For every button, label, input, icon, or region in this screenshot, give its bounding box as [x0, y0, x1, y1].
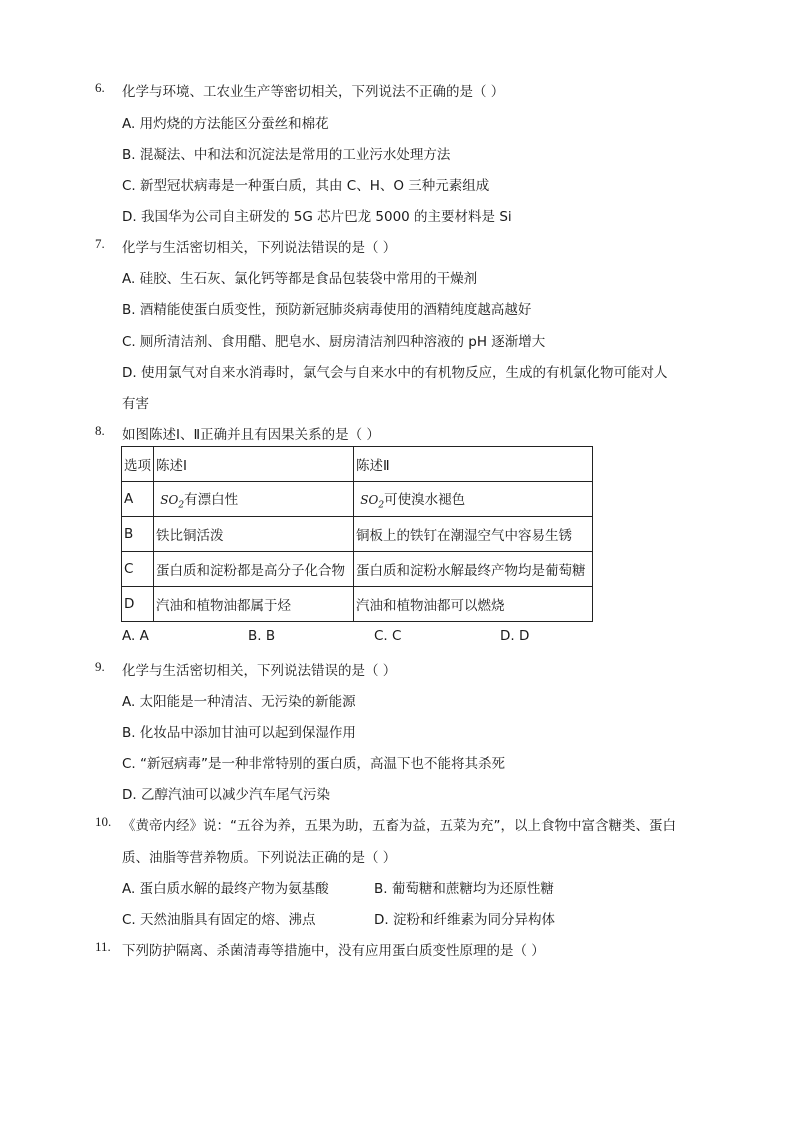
- option-c: C. 天然油脂具有固定的熔、沸点: [122, 912, 316, 928]
- question-number: 9.: [95, 659, 105, 674]
- question-number: 11.: [95, 939, 111, 954]
- question-stem: 化学与环境、工农业生产等密切相关，下列说法不正确的是（ ）: [122, 84, 505, 100]
- option-b: B. 酒精能使蛋白质变性，预防新冠肺炎病毒使用的酒精纯度越高越好: [122, 302, 532, 318]
- statement-1: $SO_2$有漂白性: [154, 482, 354, 517]
- option-b: B. 化妆品中添加甘油可以起到保湿作用: [122, 725, 356, 741]
- question-stem: 如图陈述Ⅰ、Ⅱ正确并且有因果关系的是（ ）: [122, 427, 380, 443]
- question-number: 10.: [95, 814, 112, 829]
- option-c: C. “新冠病毒”是一种非常特别的蛋白质，高温下也不能将其杀死: [122, 756, 505, 772]
- option-d-continued: 有害: [122, 396, 149, 412]
- question-stem: 化学与生活密切相关，下列说法错误的是（ ）: [122, 240, 397, 256]
- choice-d: D. D: [500, 628, 530, 644]
- option-a: A. 硅胶、生石灰、氯化钙等都是食品包装袋中常用的干燥剂: [122, 271, 478, 287]
- choice-b: B. B: [248, 628, 276, 644]
- statement-2: 汽油和植物油都可以燃烧: [354, 587, 593, 622]
- option-b: B. 葡萄糖和蔗糖均为还原性糖: [374, 881, 554, 897]
- table-row: [122, 552, 593, 587]
- option-d: D. 使用氯气对自来水消毒时，氯气会与自来水中的有机物反应，生成的有机氯化物可能对人: [122, 365, 668, 381]
- question-stem-continued: 质、油脂等营养物质。下列说法正确的是（ ）: [122, 850, 397, 866]
- option-d: D. 我国华为公司自主研发的 5G 芯片巴龙 5000 的主要材料是 Si: [122, 209, 512, 225]
- row-key: C: [122, 552, 154, 587]
- option-a: A. 太阳能是一种清洁、无污染的新能源: [122, 694, 356, 710]
- question-number: 6.: [95, 80, 105, 95]
- choice-c: C. C: [374, 628, 402, 644]
- option-d: D. 乙醇汽油可以减少汽车尾气污染: [122, 787, 330, 803]
- statement-table: [121, 446, 593, 622]
- option-d: D. 淀粉和纤维素为同分异构体: [374, 912, 555, 928]
- option-b: B. 混凝法、中和法和沉淀法是常用的工业污水处理方法: [122, 147, 451, 163]
- row-key: D: [122, 587, 154, 622]
- question-stem: 《黄帝内经》说：“五谷为养，五果为助，五畜为益，五菜为充”，以上食物中富含糖类、蛋白: [122, 818, 676, 834]
- formula-so2: $SO_2$: [360, 492, 385, 511]
- header-cell: 陈述Ⅱ: [354, 447, 593, 482]
- table-row: [122, 517, 593, 552]
- question-number: 8.: [95, 423, 105, 438]
- statement-2: 蛋白质和淀粉水解最终产物均是葡萄糖: [354, 552, 593, 587]
- row-key: A: [122, 482, 154, 517]
- formula-so2: $SO_2$: [160, 492, 185, 511]
- statement-2: $SO_2$可使溴水褪色: [354, 482, 593, 517]
- table-header-row: [122, 447, 593, 482]
- question-stem: 化学与生活密切相关，下列说法错误的是（ ）: [122, 663, 397, 679]
- option-c: C. 厕所清洁剂、食用醋、肥皂水、厨房清洁剂四种溶液的 pH 逐渐增大: [122, 334, 546, 350]
- statement-1: 汽油和植物油都属于烃: [154, 587, 354, 622]
- option-a: A. 蛋白质水解的最终产物为氨基酸: [122, 881, 329, 897]
- choice-a: A. A: [122, 628, 149, 644]
- option-a: A. 用灼烧的方法能区分蚕丝和棉花: [122, 116, 329, 132]
- statement-1: 铁比铜活泼: [154, 517, 354, 552]
- table-row: [122, 482, 593, 517]
- header-cell: 陈述Ⅰ: [154, 447, 354, 482]
- option-c: C. 新型冠状病毒是一种蛋白质，其由 C、H、O 三种元素组成: [122, 178, 490, 194]
- statement-2: 铜板上的铁钉在潮湿空气中容易生锈: [354, 517, 593, 552]
- question-stem: 下列防护隔离、杀菌清毒等措施中，没有应用蛋白质变性原理的是（ ）: [122, 943, 545, 959]
- question-number: 7.: [95, 236, 105, 251]
- table-row: [122, 587, 593, 622]
- row-key: B: [122, 517, 154, 552]
- statement-1: 蛋白质和淀粉都是高分子化合物: [154, 552, 354, 587]
- header-cell: 选项: [122, 447, 154, 482]
